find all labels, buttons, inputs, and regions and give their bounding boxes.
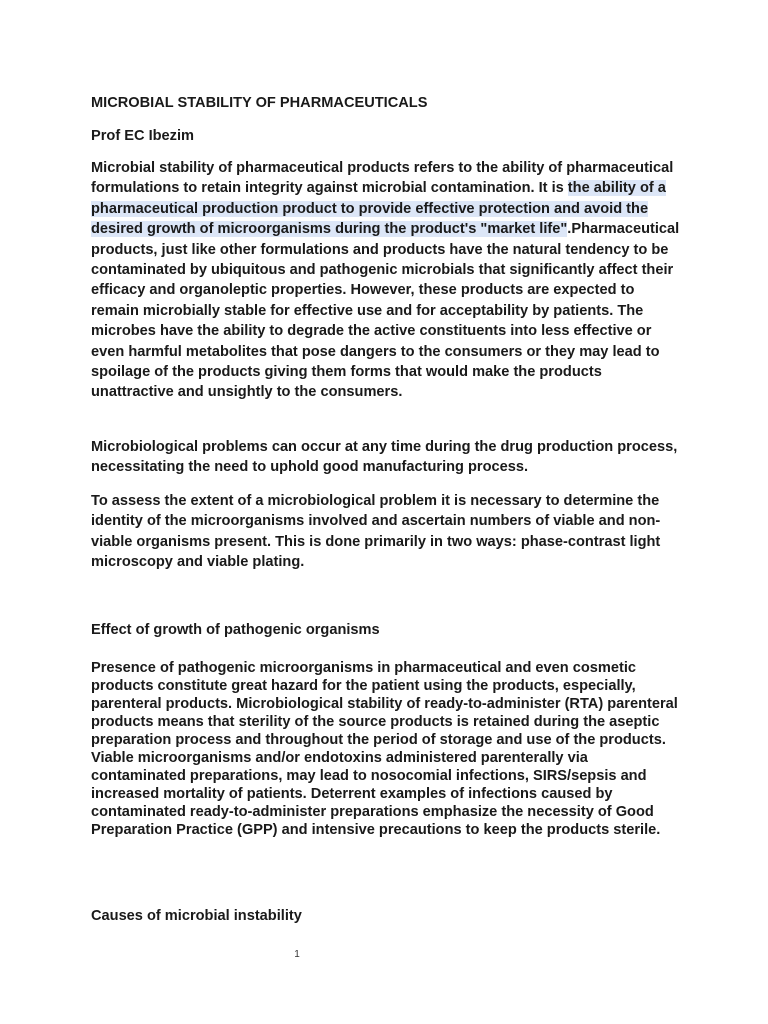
paragraph-problems: Microbiological problems can occur at any time during the drug production process, necessitating the need to uphold good manufacturing process.	[91, 439, 678, 476]
paragraph-definition	[91, 158, 683, 403]
page-number: 1	[294, 949, 300, 960]
paragraph-definition-rest: .Pharmaceutical products, just like other formulations and products have the natural tendency to be contaminated by ubiquitous and pathogenic microbials that significantly affect their efficacy and organoleptic properties. However, these products are expected to remain microbially stable for effective use and for acceptability by patients. The microbes have the ability to degrade the active constituents into less effective or even harmful metabolites that pose dangers to the consumers or they may lead to spoilage of the products giving them forms that would make the products unattractive and unsightly to the consumers.	[91, 221, 680, 401]
highlighted-text-selection[interactable]: the ability of a pharmaceutical production product to provide effective protection and avoid the desired growth of microorganisms during the product's "market life"	[91, 180, 666, 238]
section-heading-causes: Causes of microbial instability	[91, 908, 302, 924]
document-author: Prof EC Ibezim	[91, 128, 194, 144]
paragraph-pathogens: Presence of pathogenic microorganisms in pharmaceutical and even cosmetic products constitute great hazard for the patient using the products, especially, parenteral products. Microbiological stability of ready-to-administer (RTA) parenteral products means that sterility of the source products is retained during the aseptic preparation process and throughout the period of storage and use of the products. Viable microorganisms and/or endotoxins administered parenterally via contaminated preparations, may lead to nosocomial infections, SIRS/sepsis and increased mortality of patients. Deterrent examples of infections caused by contaminated ready-to-administer preparations emphasize the necessity of Good Preparation Practice (GPP) and intensive precautions to keep the products sterile.	[91, 660, 678, 838]
document-title: MICROBIAL STABILITY OF PHARMACEUTICALS	[91, 95, 428, 111]
paragraph-assessment: To assess the extent of a microbiological problem it is necessary to determine the identity of the microorganisms involved and ascertain numbers of viable and non-viable organisms present. This is done primarily in two ways: phase-contrast light microscopy and viable plating.	[91, 493, 661, 571]
section-heading-effect: Effect of growth of pathogenic organisms	[91, 622, 380, 638]
paragraph-definition-intro: Microbial stability of pharmaceutical products refers to the ability of pharmaceutical formulations to retain integrity against microbial contamination. It is	[91, 160, 674, 197]
